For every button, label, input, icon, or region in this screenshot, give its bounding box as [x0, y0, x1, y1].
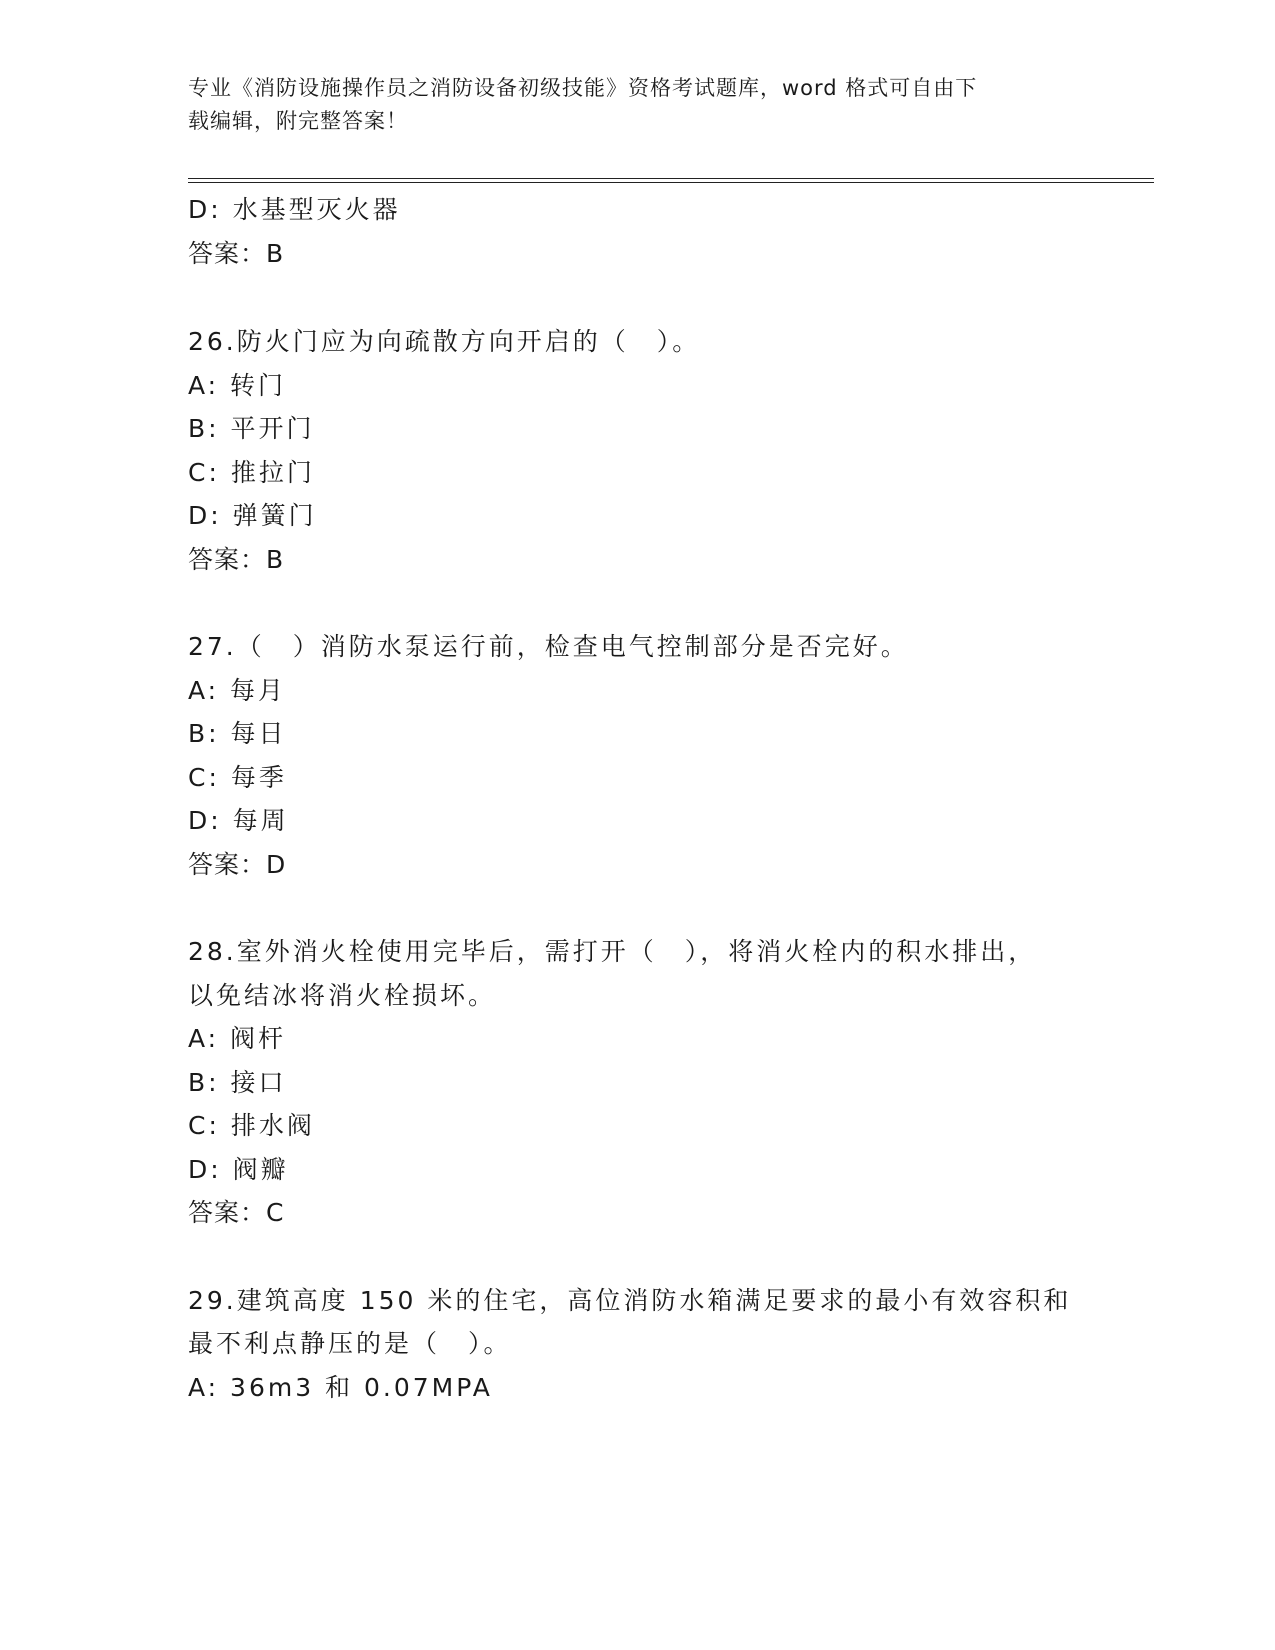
q26-stem: 26.防火门应为向疏散方向开启的（ ）。 [188, 327, 701, 356]
q28-option-a: A: 阀杆 [188, 1024, 287, 1053]
q28-option-c: C: 排水阀 [188, 1111, 315, 1140]
q28-answer: 答案：C [188, 1198, 285, 1227]
q28-option-d: D: 阀瓣 [188, 1155, 289, 1184]
q27-option-c: C: 每季 [188, 763, 287, 792]
header-divider-top [188, 178, 1154, 179]
q27-stem: 27.（ ）消防水泵运行前，检查电气控制部分是否完好。 [188, 632, 909, 661]
header-line-1: 专业《消防设施操作员之消防设备初级技能》资格考试题库，word 格式可自由下 [188, 76, 978, 100]
header-line-2: 载编辑，附完整答案！ [188, 109, 408, 133]
q28-stem-line-2: 以免结冰将消火栓损坏。 [188, 981, 497, 1010]
prev-option-d: D: 水基型灭火器 [188, 195, 401, 224]
q26-option-c: C: 推拉门 [188, 458, 315, 487]
q27-option-b: B: 每日 [188, 719, 287, 748]
q29-stem-line-2: 最不利点静压的是（ ）。 [188, 1329, 512, 1358]
q26-option-a: A: 转门 [188, 371, 287, 400]
document-header [188, 72, 1068, 138]
q28-option-b: B: 接口 [188, 1068, 287, 1097]
q26-option-d: D: 弹簧门 [188, 501, 317, 530]
q26-option-b: B: 平开门 [188, 414, 315, 443]
q27-option-d: D: 每周 [188, 806, 289, 835]
q27-answer: 答案：D [188, 850, 287, 879]
q28-stem-line-1: 28.室外消火栓使用完毕后，需打开（ ），将消火栓内的积水排出， [188, 937, 1037, 966]
q27-option-a: A: 每月 [188, 676, 287, 705]
header-divider-bottom [188, 182, 1154, 183]
q29-stem-line-1: 29.建筑高度 150 米的住宅，高位消防水箱满足要求的最小有效容积和 [188, 1286, 1072, 1315]
q26-answer: 答案：B [188, 545, 285, 574]
q29-option-a: A: 36m3 和 0.07MPA [188, 1373, 493, 1402]
prev-answer: 答案：B [188, 239, 285, 268]
